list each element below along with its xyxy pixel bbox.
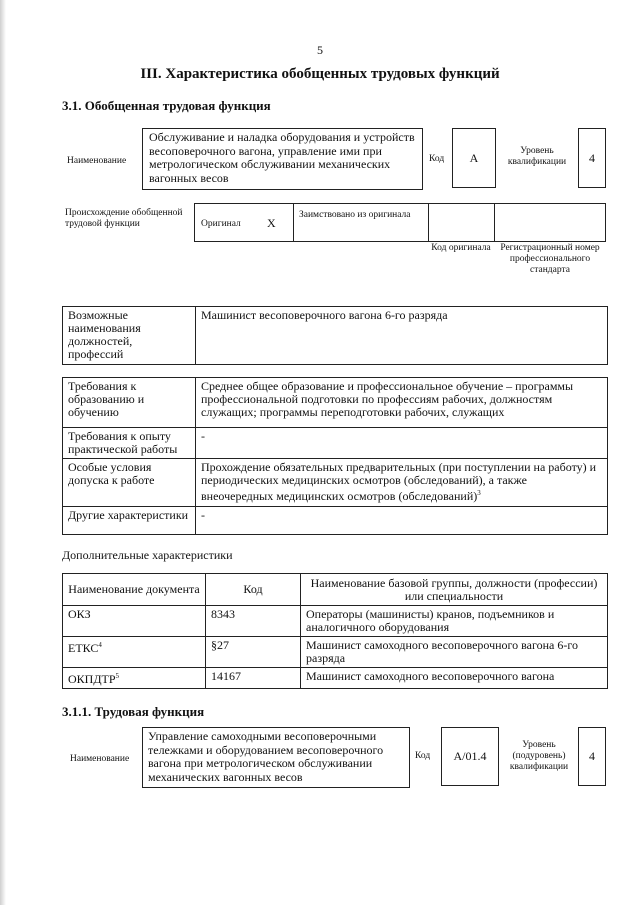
scan-edge-left xyxy=(0,0,6,905)
gtf-code-box xyxy=(452,128,496,188)
col-code-header: Код xyxy=(206,574,301,606)
tf-name-box xyxy=(142,727,410,788)
req-edu-value: Среднее общее образование и профессиональное обучение – программы профессиональной подготовки по профессиям рабочих, должностям служащих; программы переподготовки рабочих, служащих xyxy=(196,378,608,428)
gtf-level-box xyxy=(578,128,606,188)
tf-code-value: A/01.4 xyxy=(453,749,487,763)
req-other-value: - xyxy=(196,507,608,535)
tf-code-label: Код xyxy=(415,751,431,761)
gtf-level-label: Уровень квалификации xyxy=(507,146,567,167)
gtf-heading: 3.1. Обобщенная трудовая функция xyxy=(62,98,271,113)
name-cell: Машинист самоходного весоповерочного вагона 6-го разряда xyxy=(301,637,608,668)
tf-level-value: 4 xyxy=(589,749,595,763)
doc-cell xyxy=(63,637,206,668)
doc-cell xyxy=(63,606,206,637)
gtf-name-value: Обслуживание и наладка оборудования и устройств весоповерочного вагона, управление ими при метрологическом обслуживании механических вагонных весов xyxy=(149,130,415,185)
code-cell: 8343 xyxy=(206,606,301,637)
borrowed-label: Заимствовано из оригинала xyxy=(299,210,411,220)
additional-table xyxy=(62,573,608,689)
tf-code-box xyxy=(441,727,499,786)
tf-level-label: Уровень (подуровень) квалификации xyxy=(509,740,569,772)
positions-table xyxy=(62,306,608,365)
requirements-table xyxy=(62,377,608,535)
origin-divider-2 xyxy=(428,204,429,241)
req-other-label: Другие характеристики xyxy=(63,507,196,535)
doc-name: ОКПДТР xyxy=(68,672,116,686)
code-cell: §27 xyxy=(206,637,301,668)
origin-table xyxy=(194,203,606,242)
code-cell: 14167 xyxy=(206,668,301,689)
name-cell: Операторы (машинисты) кранов, подъемников и аналогичного оборудования xyxy=(301,606,608,637)
origin-divider-1 xyxy=(293,204,294,241)
req-edu-label: Требования к образованию и обучению xyxy=(63,378,196,428)
tf-heading: 3.1.1. Трудовая функция xyxy=(62,704,205,719)
req-special-cell xyxy=(196,459,608,507)
reg-number-caption: Регистрационный номер профессионального стандарта xyxy=(500,243,600,275)
table-row xyxy=(63,668,608,689)
additional-heading: Дополнительные характеристики xyxy=(62,548,233,562)
gtf-origin-label: Происхождение обобщенной трудовой функции xyxy=(65,208,183,229)
origin-divider-3 xyxy=(494,204,495,241)
req-exp-value: - xyxy=(196,428,608,459)
tf-level-box xyxy=(578,727,606,786)
gtf-code-value: А xyxy=(469,151,479,165)
positions-label: Возможные наименования должностей, профессий xyxy=(63,307,196,365)
original-mark: X xyxy=(267,216,276,230)
col-doc-header: Наименование документа xyxy=(63,574,206,606)
footnote-4: 4 xyxy=(98,641,102,649)
req-special-label: Особые условия допуска к работе xyxy=(63,459,196,507)
gtf-name-box xyxy=(142,128,423,190)
footnote-3: 3 xyxy=(477,489,481,497)
footnote-5: 5 xyxy=(115,672,120,680)
table-row xyxy=(63,637,608,668)
gtf-level-value: 4 xyxy=(589,151,595,165)
origin-code-caption: Код оригинала xyxy=(431,243,491,253)
col-name-header: Наименование базовой группы, должности (профессии) или специальности xyxy=(301,574,608,606)
doc-name: ОКЗ xyxy=(68,607,91,621)
doc-cell xyxy=(63,668,206,689)
req-exp-label: Требования к опыту практической работы xyxy=(63,428,196,459)
req-special-value: Прохождение обязательных предварительных (при поступлении на работу) и периодических медицинских осмотров (обследований), а также внеочередных медицинских осмотров (обследований) xyxy=(201,460,597,503)
page-number: 5 xyxy=(317,43,323,57)
table-row xyxy=(63,606,608,637)
section-title: III. Характеристика обобщенных трудовых функций xyxy=(140,66,500,82)
name-cell: Машинист самоходного весоповерочного вагона xyxy=(301,668,608,689)
original-label: Оригинал xyxy=(201,219,241,229)
gtf-name-label: Наименование xyxy=(67,156,127,166)
doc-name: ЕТКС xyxy=(68,641,99,655)
tf-name-label: Наименование xyxy=(70,754,130,764)
gtf-code-label: Код xyxy=(429,154,445,164)
tf-name-value: Управление самоходными весоповерочными тележками и оборудованием весоповерочного вагона при метрологическом обслуживании механических вагонных весов xyxy=(148,729,384,784)
positions-value: Машинист весоповерочного вагона 6-го разряда xyxy=(196,307,608,365)
